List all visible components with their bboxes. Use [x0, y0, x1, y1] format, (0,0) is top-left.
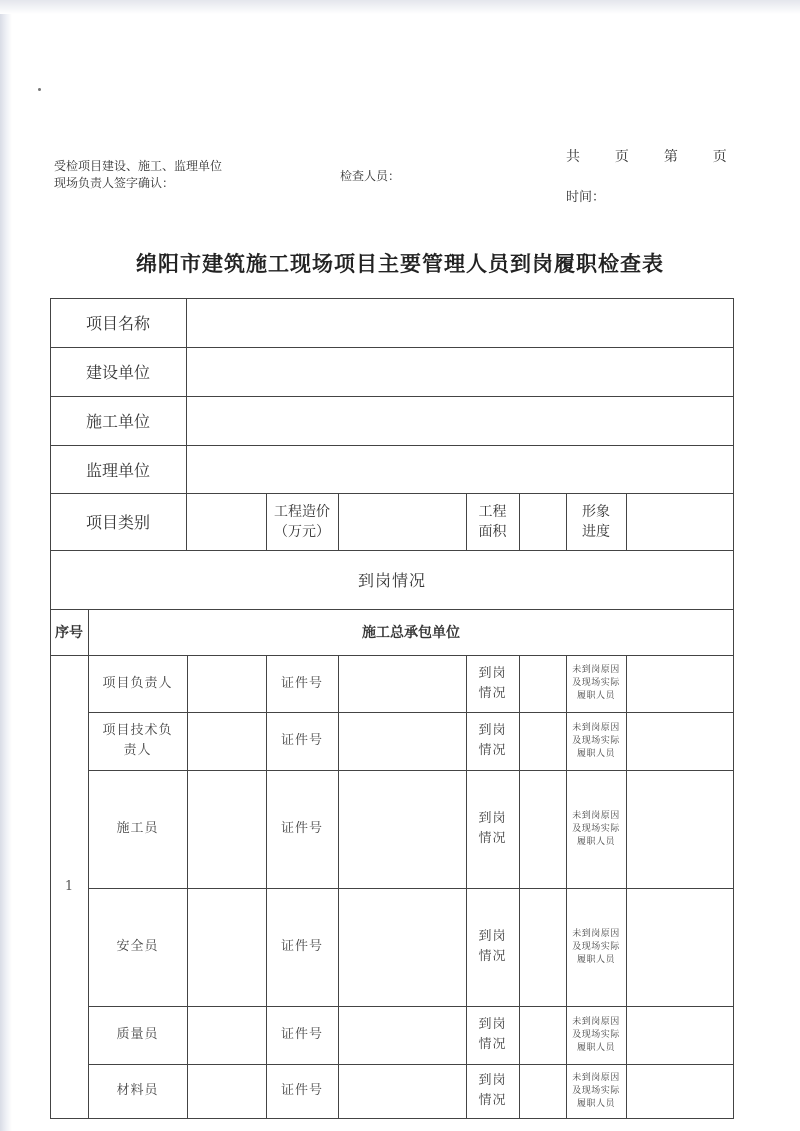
absence-reason-label-line1: 未到岗原因 [572, 1072, 620, 1083]
absence-reason-label [566, 1006, 626, 1064]
absence-reason-label-line2: 及现场实际 [572, 1085, 620, 1096]
page-total-label: 共 [566, 149, 582, 165]
project-type-field[interactable] [187, 493, 266, 550]
absence-reason-label-line1: 未到岗原因 [572, 665, 620, 675]
construction-unit-field[interactable] [187, 347, 733, 396]
scan-top-shadow [0, 0, 800, 14]
serial-header: 序号 [55, 625, 83, 641]
project-cost-field[interactable] [338, 493, 466, 550]
role-label-technical-lead: 项目技术负责人 [102, 723, 173, 758]
name-field[interactable] [187, 712, 266, 770]
absence-reason-label-line1: 未到岗原因 [572, 810, 620, 821]
signature-confirmation [54, 158, 222, 192]
project-area-label-line2: 面积 [478, 523, 507, 540]
page-title: 绵阳市建筑施工现场项目主要管理人员到岗履职检查表 [136, 252, 664, 276]
project-area-label [466, 493, 519, 550]
attendance-field[interactable] [519, 770, 566, 888]
absence-reason-label [566, 655, 626, 712]
attendance-field[interactable] [519, 712, 566, 770]
absence-reason-label-line2: 及现场实际 [572, 1029, 620, 1040]
cert-label: 证件号 [280, 675, 323, 691]
time-label: 时间： [566, 190, 606, 205]
role-label-project-manager: 项目负责人 [102, 675, 173, 691]
supervision-unit-label: 监理单位 [85, 460, 150, 480]
absence-reason-field[interactable] [626, 888, 733, 1006]
attendance-label-line2: 情况 [478, 685, 507, 701]
cert-label: 证件号 [280, 733, 323, 748]
cert-field[interactable] [338, 770, 466, 888]
cert-label: 证件号 [280, 821, 323, 836]
attendance-field[interactable] [519, 888, 566, 1006]
absence-reason-label [566, 1064, 626, 1118]
cert-field[interactable] [338, 655, 466, 712]
attendance-label-line2: 情况 [478, 1093, 507, 1108]
project-name-label: 项目名称 [85, 314, 150, 333]
name-field[interactable] [187, 1064, 266, 1118]
absence-reason-label-line1: 未到岗原因 [572, 1016, 620, 1027]
absence-reason-label [566, 888, 626, 1006]
builder-unit-label: 施工单位 [85, 412, 150, 431]
absence-reason-label-line3: 履职人员 [576, 748, 615, 759]
attendance-label [466, 1006, 519, 1064]
name-field[interactable] [187, 888, 266, 1006]
page-unit-1: 页 [614, 149, 631, 165]
cert-label: 证件号 [280, 939, 323, 954]
scan-speck [38, 88, 41, 91]
name-field[interactable] [187, 655, 266, 712]
attendance-label-line1: 到岗 [478, 811, 507, 826]
absence-reason-field[interactable] [626, 1064, 733, 1118]
project-area-field[interactable] [519, 493, 566, 550]
builder-unit-field[interactable] [187, 396, 733, 445]
table-right-border [733, 298, 734, 1119]
absence-reason-label-line1: 未到岗原因 [572, 928, 620, 939]
attendance-label [466, 1064, 519, 1118]
project-cost-label [266, 493, 338, 550]
project-progress-label [566, 493, 626, 550]
supervision-unit-field[interactable] [187, 445, 733, 493]
name-field[interactable] [187, 1006, 266, 1064]
absence-reason-label-line2: 及现场实际 [572, 823, 620, 834]
absence-reason-field[interactable] [626, 712, 733, 770]
attendance-label [466, 712, 519, 770]
absence-reason-label-line3: 履职人员 [576, 1042, 615, 1053]
attendance-label [466, 655, 519, 712]
cert-field[interactable] [338, 1006, 466, 1064]
cert-field[interactable] [338, 888, 466, 1006]
cert-field[interactable] [338, 1064, 466, 1118]
cert-label: 证件号 [280, 1027, 323, 1042]
project-progress-field[interactable] [626, 493, 733, 550]
absence-reason-label [566, 770, 626, 888]
absence-reason-label-line2: 及现场实际 [572, 941, 620, 952]
cert-field[interactable] [338, 712, 466, 770]
construction-unit-label: 建设单位 [85, 363, 150, 382]
absence-reason-field[interactable] [626, 655, 733, 712]
absence-reason-label-line1: 未到岗原因 [572, 722, 620, 733]
project-progress-label-line2: 进度 [582, 523, 610, 540]
absence-reason-label-line3: 履职人员 [576, 691, 615, 701]
attendance-label-line2: 情况 [478, 949, 507, 964]
absence-reason-label-line3: 履职人员 [576, 1098, 615, 1109]
project-area-label-line1: 工程 [478, 503, 507, 520]
attendance-label [466, 888, 519, 1006]
project-type-label: 项目类别 [85, 513, 150, 532]
attendance-label-line2: 情况 [478, 743, 507, 758]
absence-reason-label-line3: 履职人员 [576, 954, 615, 965]
attendance-field[interactable] [519, 1006, 566, 1064]
attendance-label [466, 770, 519, 888]
project-cost-label-line1: 工程造价 [274, 503, 330, 520]
name-field[interactable] [187, 770, 266, 888]
role-label-quality-officer: 质量员 [116, 1027, 159, 1042]
scan-edge-shadow [0, 0, 12, 1131]
project-cost-label-line2: （万元） [274, 523, 330, 540]
attendance-label-line1: 到岗 [478, 665, 507, 681]
signature-line-2: 现场负责人签字确认： [54, 176, 175, 190]
page-unit-2: 页 [712, 149, 729, 165]
group-serial-number: 1 [64, 879, 74, 894]
attendance-label-line1: 到岗 [478, 929, 507, 944]
page-no-label: 第 [663, 149, 680, 165]
inspector-label: 检查人员： [340, 169, 401, 183]
attendance-label-line1: 到岗 [478, 1017, 507, 1032]
absence-reason-label [566, 712, 626, 770]
role-label-constructor: 施工员 [116, 821, 159, 836]
inspection-table [50, 298, 734, 1120]
role-label-materials-officer: 材料员 [116, 1083, 159, 1098]
project-name-field[interactable] [187, 298, 733, 347]
absence-reason-field[interactable] [626, 770, 733, 888]
attendance-label-line2: 情况 [478, 831, 507, 846]
attendance-label-line1: 到岗 [478, 1073, 507, 1088]
attendance-field[interactable] [519, 1064, 566, 1118]
attendance-label-line1: 到岗 [478, 723, 507, 738]
absence-reason-label-line2: 及现场实际 [572, 735, 620, 746]
role-label-safety-officer: 安全员 [116, 939, 159, 954]
signature-line-1: 受检项目建设、施工、监理单位 [54, 159, 223, 173]
cert-label: 证件号 [280, 1083, 323, 1098]
absence-reason-label-line3: 履职人员 [576, 836, 615, 847]
attendance-label-line2: 情况 [478, 1037, 507, 1052]
page-counter [566, 146, 729, 166]
absence-reason-field[interactable] [626, 1006, 733, 1064]
attendance-field[interactable] [519, 655, 566, 712]
contractor-header: 施工总承包单位 [362, 625, 460, 641]
section-title: 到岗情况 [357, 571, 426, 590]
project-progress-label-line1: 形象 [582, 503, 610, 520]
absence-reason-label-line2: 及现场实际 [572, 678, 620, 688]
table-bottom-border [50, 1118, 734, 1119]
